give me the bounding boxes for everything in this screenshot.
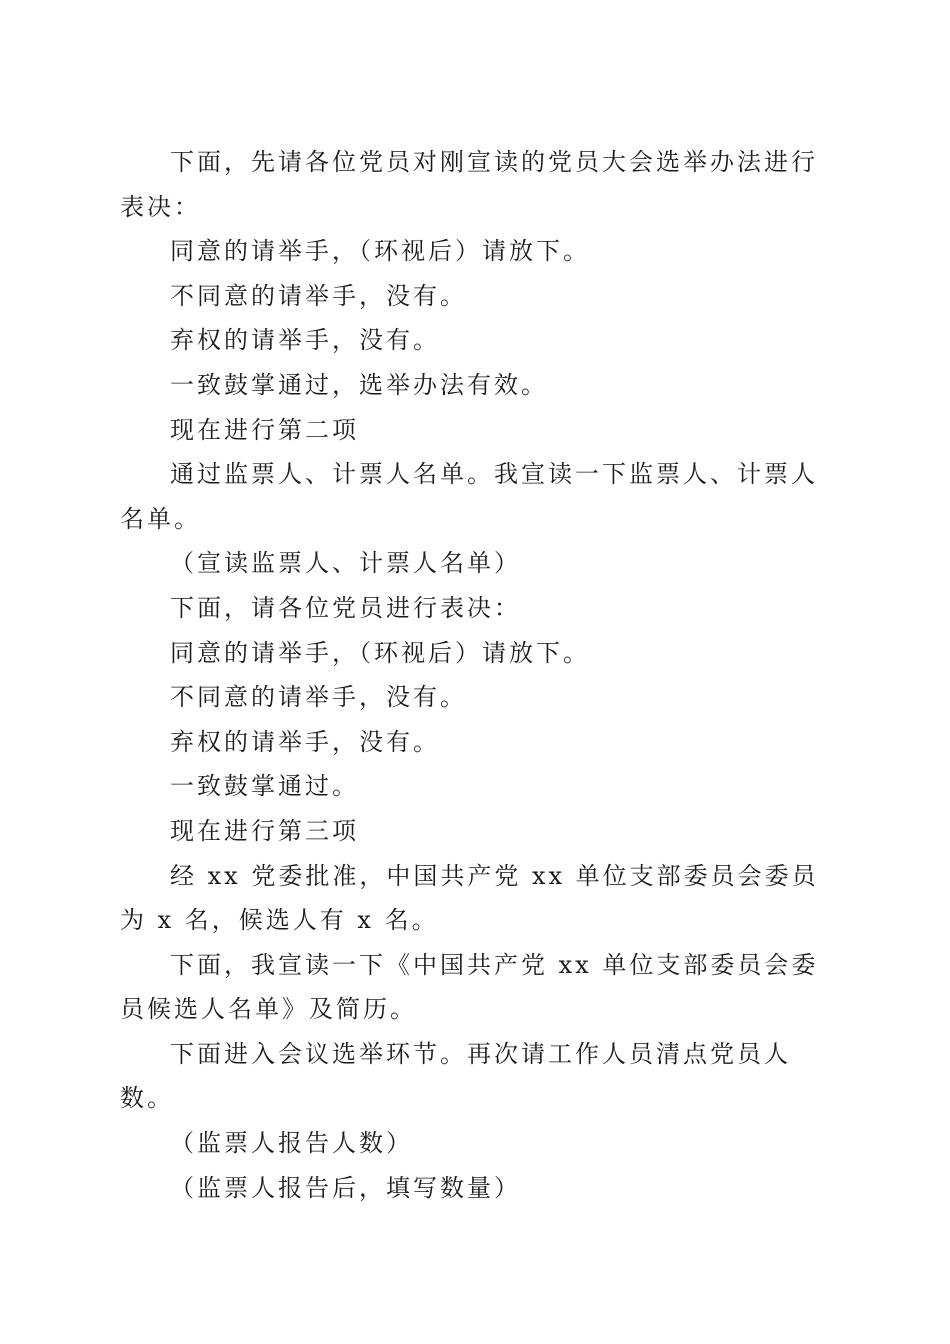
paragraph: （监票人报告后，填写数量）: [170, 1173, 521, 1202]
paragraph: （宣读监票人、计票人名单）: [170, 549, 521, 578]
paragraph: 不同意的请举手，没有。: [170, 683, 467, 712]
paragraph: 同意的请举手，（环视后）请放下。: [170, 638, 590, 667]
paragraph: （监票人报告人数）: [170, 1129, 413, 1158]
paragraph: 现在进行第三项: [170, 816, 359, 845]
paragraph: 经 xx 党委批准，中国共产党 xx 单位支部委员会委员为 x 名，候选人有 x 名。: [120, 861, 819, 935]
paragraph: 下面进入会议选举环节。再次请工作人员清点党员人数。: [120, 1039, 791, 1113]
paragraph: 同意的请举手，（环视后）请放下。: [170, 237, 590, 266]
paragraph: 下面，先请各位党员对刚宣读的党员大会选举办法进行表决：: [120, 148, 818, 221]
paragraph: 弃权的请举手，没有。: [170, 326, 440, 355]
paragraph: 一致鼓掌通过。: [170, 772, 359, 801]
paragraph: 现在进行第二项: [170, 415, 359, 444]
paragraph: 弃权的请举手，没有。: [170, 727, 440, 756]
paragraph: 下面，我宣读一下《中国共产党 xx 单位支部委员会委员候选人名单》及简历。: [120, 950, 819, 1024]
paragraph: 通过监票人、计票人名单。我宣读一下监票人、计票人名单。: [120, 460, 818, 533]
paragraph: 不同意的请举手，没有。: [170, 281, 467, 310]
document-body: [120, 140, 828, 1210]
paragraph: 一致鼓掌通过，选举办法有效。: [170, 370, 548, 399]
paragraph: 下面，请各位党员进行表决：: [170, 593, 521, 622]
